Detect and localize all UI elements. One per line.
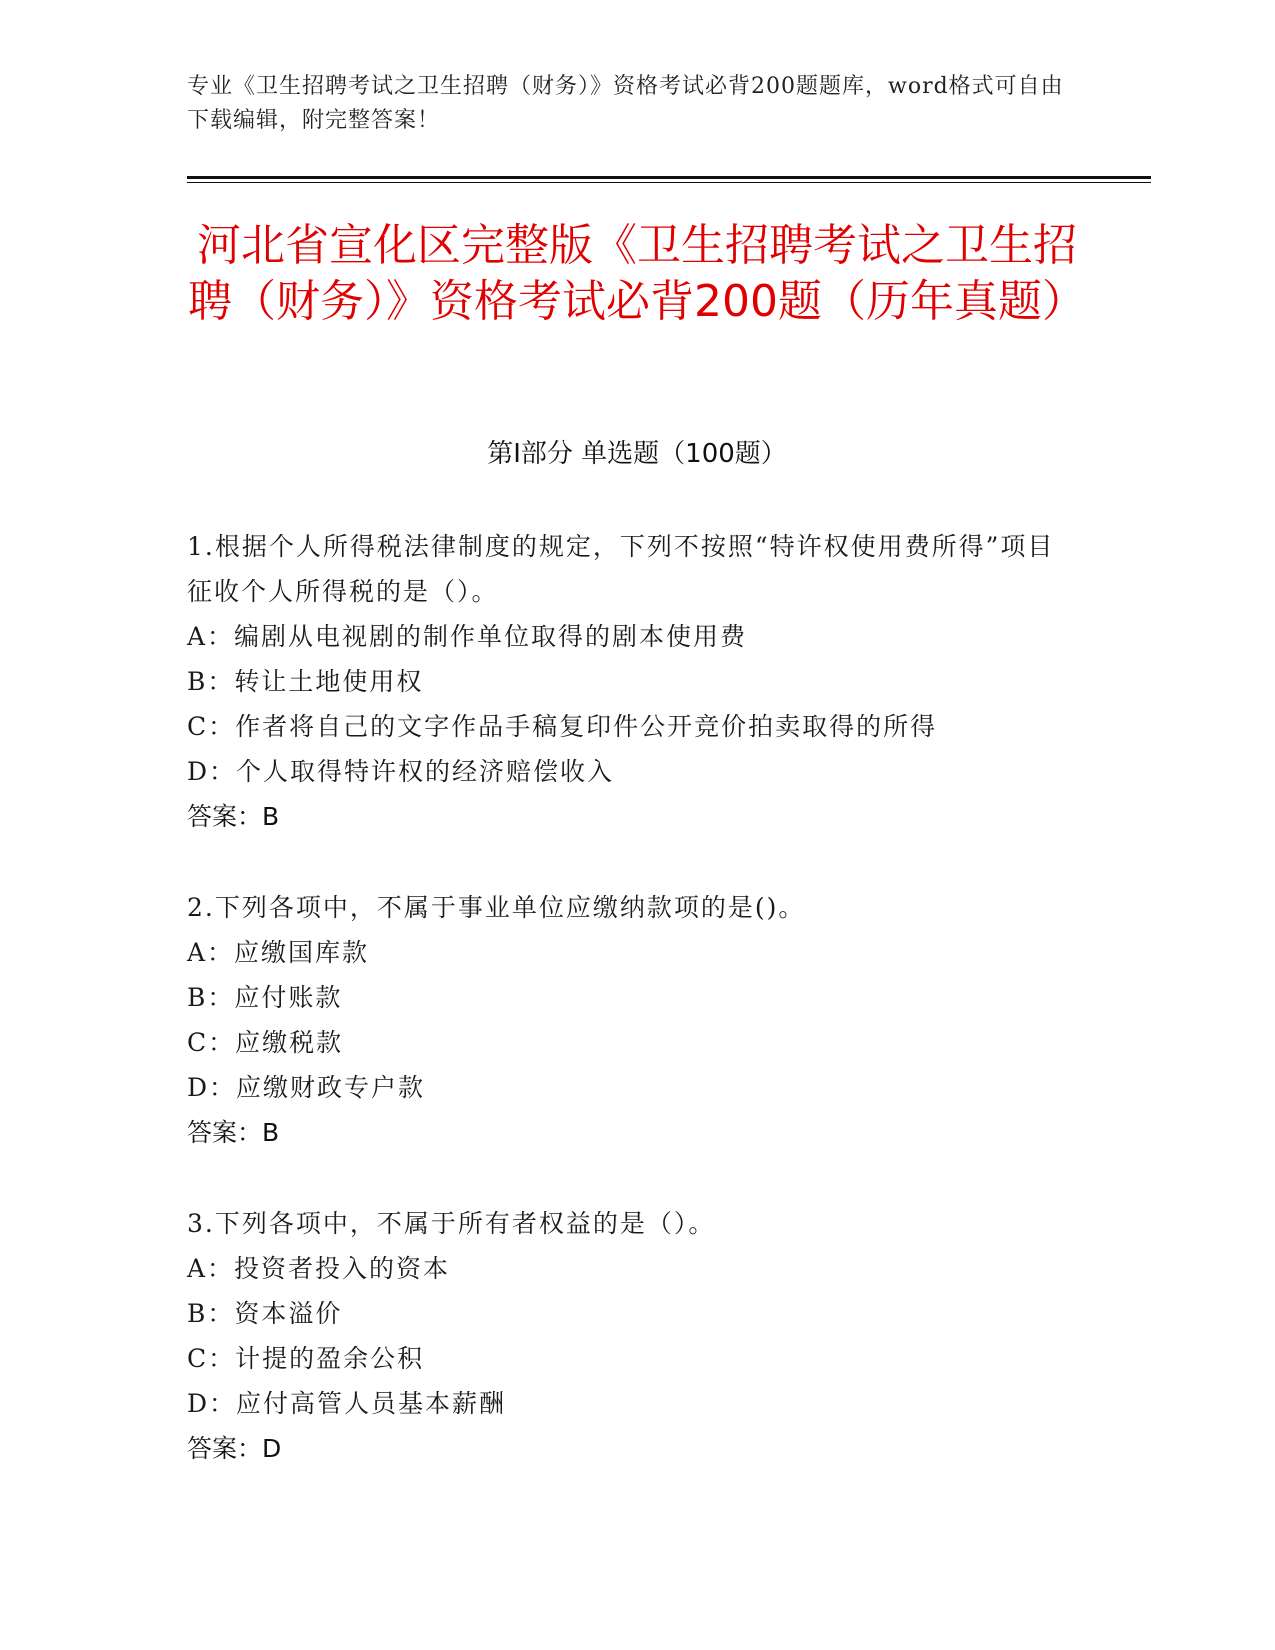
document-title: 河北省宣化区完整版《卫生招聘考试之卫生招聘（财务）》资格考试必背200题（历年真题）: [188, 220, 1086, 327]
question-list: [187, 524, 1067, 1517]
option-b: B：转让土地使用权: [187, 667, 424, 696]
question-stem: 3.下列各项中，不属于所有者权益的是（）。: [187, 1209, 716, 1238]
option-a: A：投资者投入的资本: [187, 1254, 451, 1283]
option-d: D：应付高管人员基本薪酬: [187, 1389, 507, 1418]
option-c: C：作者将自己的文字作品手稿复印件公开竞价拍卖取得的所得: [187, 712, 938, 741]
question-stem: 2.下列各项中，不属于事业单位应缴纳款项的是()。: [187, 893, 806, 922]
option-b: B：应付账款: [187, 983, 343, 1012]
answer-line: 答案：B: [187, 802, 280, 831]
answer-line: 答案：D: [187, 1434, 282, 1463]
option-d: D：个人取得特许权的经济赔偿收入: [187, 757, 615, 786]
option-b: B：资本溢价: [187, 1299, 343, 1328]
question-item: [187, 885, 1067, 1155]
option-a: A：应缴国库款: [187, 938, 370, 967]
question-item: [187, 524, 1067, 839]
section-title: 第Ⅰ部分 单选题（100题）: [487, 439, 787, 469]
option-c: C：计提的盈余公积: [187, 1344, 425, 1373]
header-divider-thick: [187, 176, 1151, 179]
question-stem: 1.根据个人所得税法律制度的规定，下列不按照“特许权使用费所得”项目征收个人所得税的是（）。: [187, 532, 1055, 606]
header-note: 专业《卫生招聘考试之卫生招聘（财务）》资格考试必背200题题库，word格式可自由下载编辑，附完整答案！: [187, 74, 1064, 133]
option-c: C：应缴税款: [187, 1028, 344, 1057]
header-divider-thin: [187, 182, 1151, 183]
option-a: A：编剧从电视剧的制作单位取得的剧本使用费: [187, 622, 748, 651]
question-item: [187, 1201, 1067, 1471]
answer-line: 答案：B: [187, 1118, 280, 1147]
option-d: D：应缴财政专户款: [187, 1073, 426, 1102]
